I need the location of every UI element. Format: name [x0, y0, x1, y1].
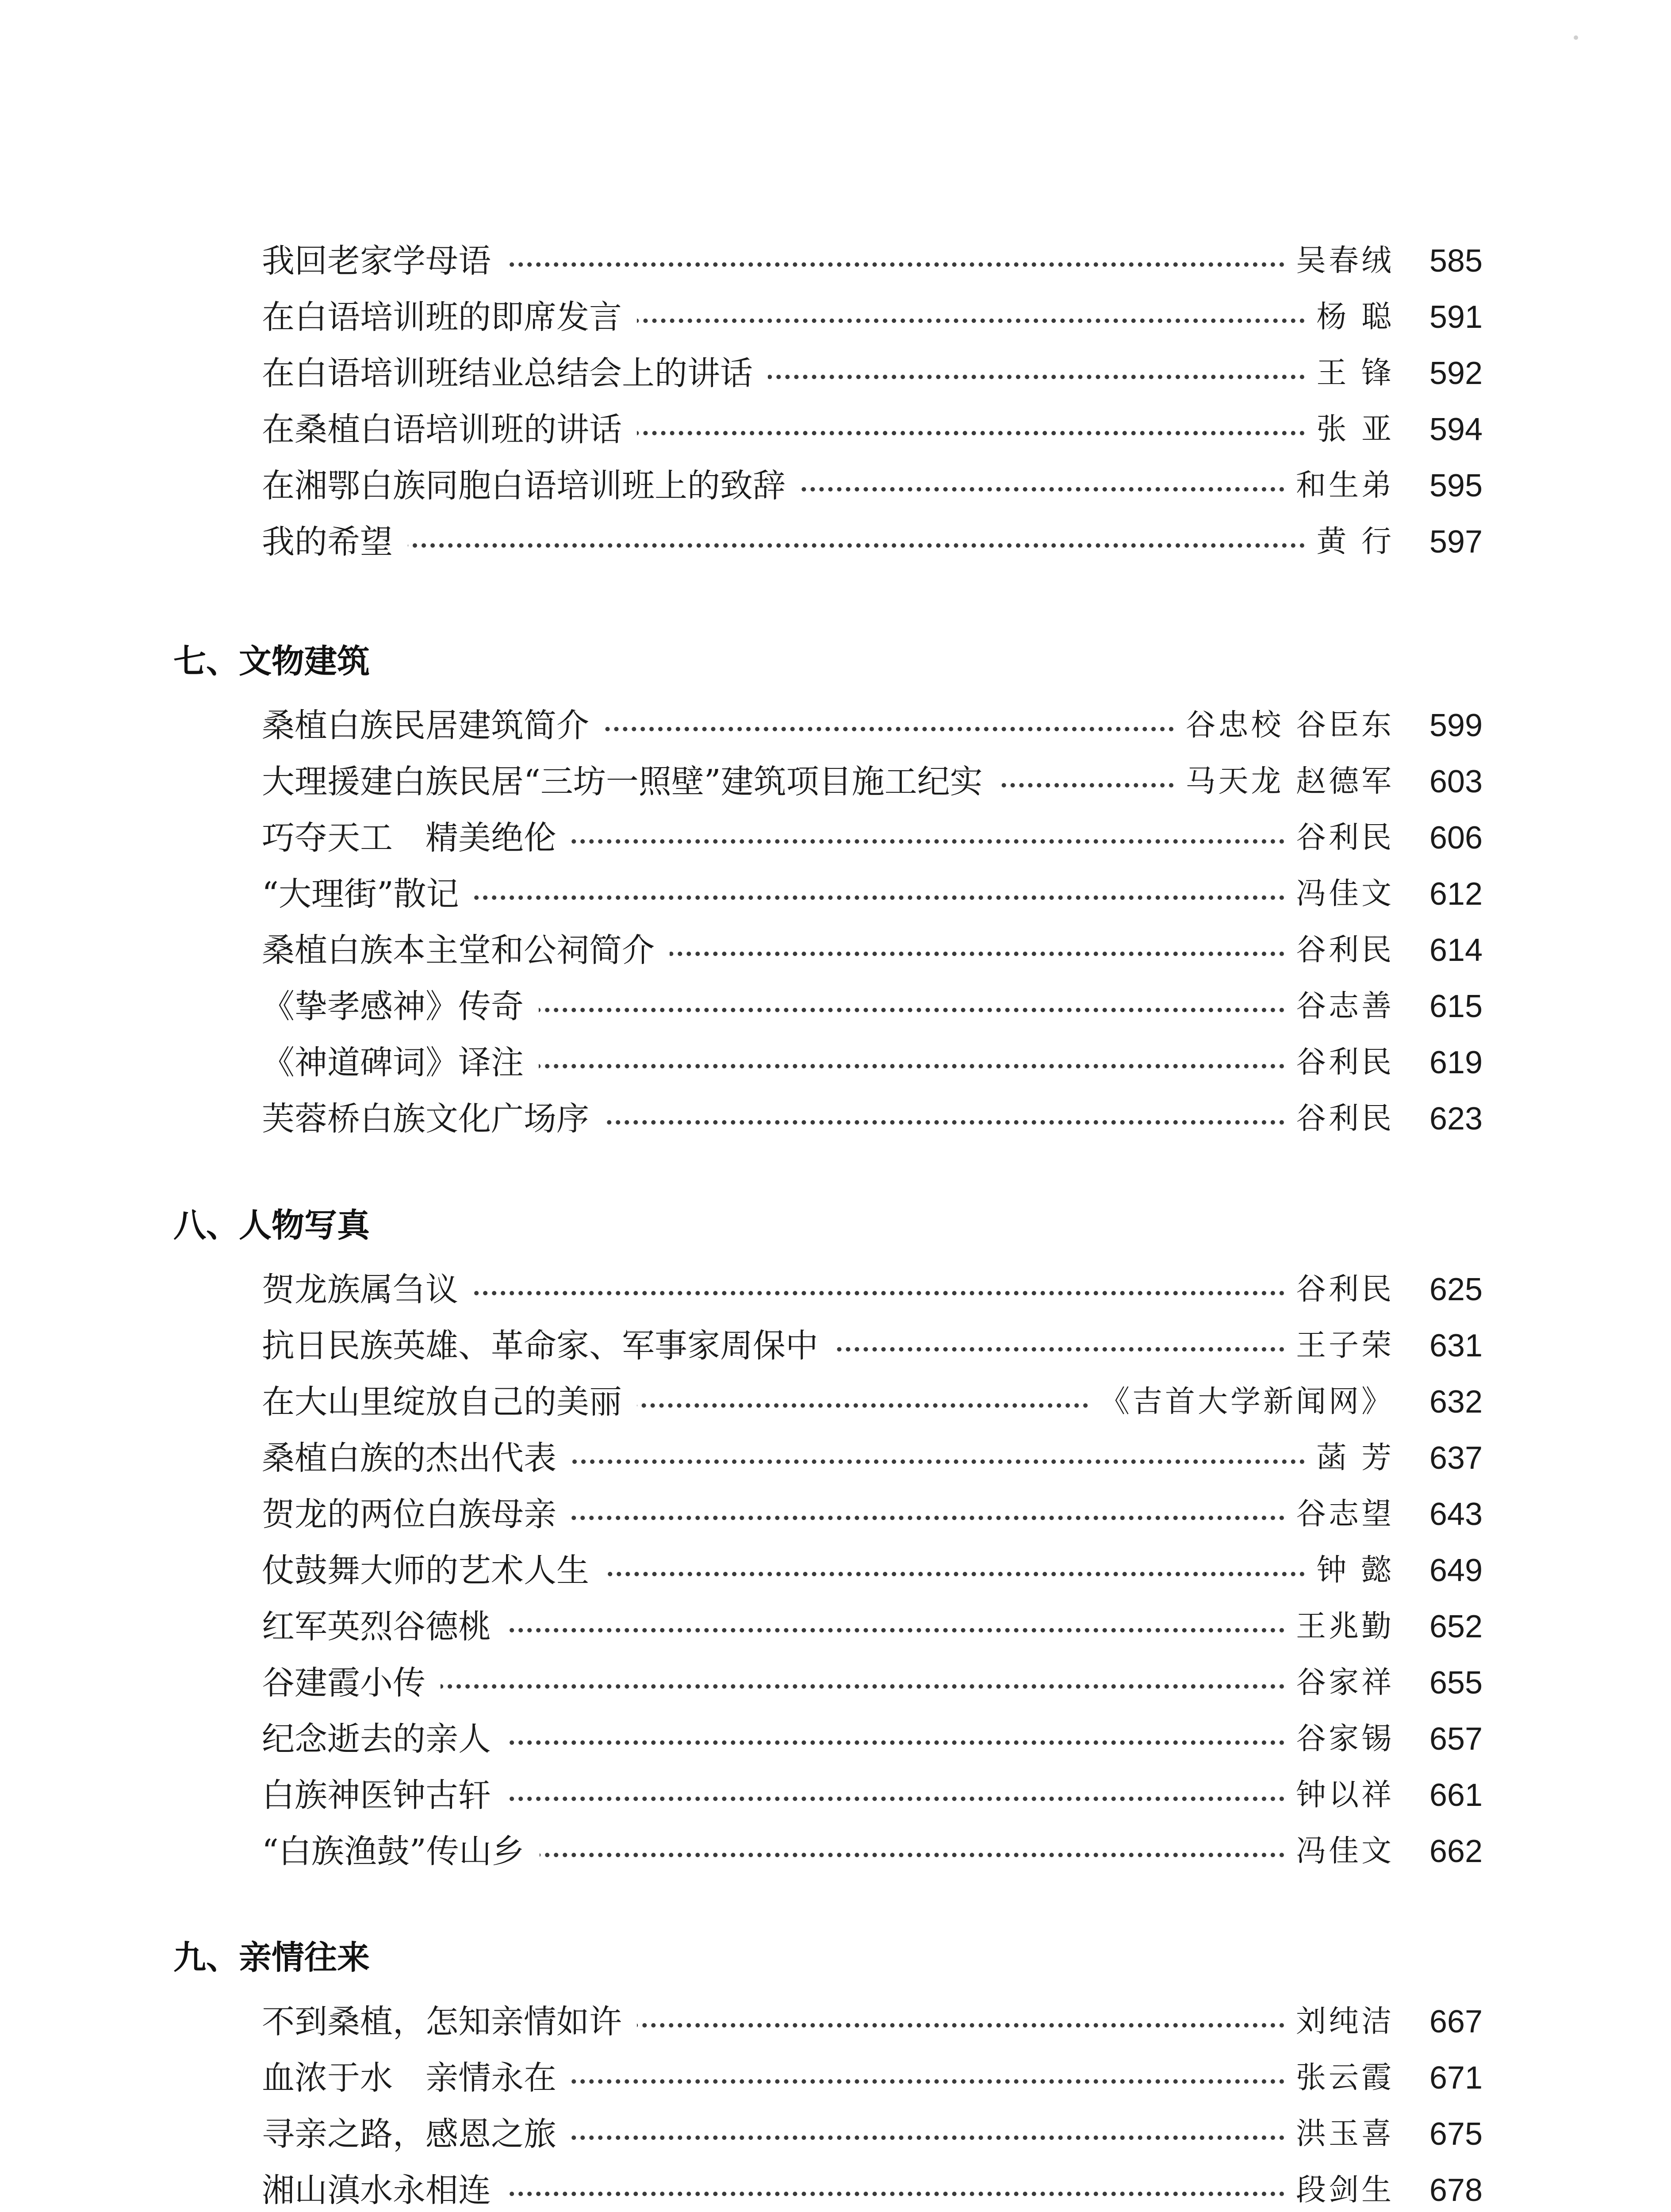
entry-author-text: 谷利民 [1287, 820, 1394, 855]
entry-author-text: 菡 芳 [1307, 1440, 1394, 1475]
entry-title: 不到桑植，怎知亲情如许 [262, 1997, 637, 2046]
entry-author-text: 谷利民 [1287, 1272, 1394, 1307]
entry-author [1287, 1490, 1394, 1539]
entry-title: 寻亲之路，感恩之旅 [262, 2110, 571, 2158]
entry-title: 桑植白族的杰出代表 [262, 1434, 571, 1482]
entry-page-number: 643 [1429, 1497, 1483, 1532]
entry-author [1287, 1997, 1394, 2046]
page-corner-mark [1574, 35, 1578, 40]
entry-author-text: 谷志望 [1287, 1497, 1394, 1532]
entry-page-number: 592 [1429, 356, 1483, 391]
entry-page-number: 623 [1429, 1101, 1483, 1137]
entry-author-text: 马天龙 赵德军 [1177, 764, 1394, 799]
entry-title: 在白语培训班的即席发言 [262, 293, 637, 342]
entry-author-text: 谷忠校 谷臣东 [1177, 708, 1394, 743]
entry-title: 桑植白族民居建筑简介 [262, 701, 604, 750]
entry-page-number: 662 [1429, 1834, 1483, 1869]
entry-author [1307, 349, 1394, 398]
toc-entry[interactable] [262, 461, 1483, 510]
toc-entry[interactable] [262, 1715, 1483, 1763]
entry-title: 芙蓉桥白族文化广场序 [262, 1094, 604, 1143]
entry-author [1287, 1827, 1394, 1876]
entry-title: 在桑植白语培训班的讲话 [262, 405, 637, 454]
toc-entry[interactable] [262, 1546, 1483, 1595]
entry-author [1287, 1659, 1394, 1707]
entry-page-number: 606 [1429, 820, 1483, 856]
entry-author-text: 冯佳文 [1287, 1834, 1394, 1869]
entry-author-text: 王 锋 [1307, 356, 1394, 391]
entry-author-text: 谷利民 [1287, 1101, 1394, 1136]
entry-page-number: 652 [1429, 1609, 1483, 1644]
entry-title: 巧夺天工 精美绝伦 [262, 814, 571, 862]
entry-author [1287, 814, 1394, 862]
section-heading: 八、人物写真 [173, 1206, 370, 1244]
entry-title: 在大山里绽放自己的美丽 [262, 1378, 637, 1426]
entry-author [1177, 701, 1394, 750]
entry-page-number: 625 [1429, 1272, 1483, 1307]
entry-author [1287, 237, 1394, 285]
entry-page-number: 632 [1429, 1384, 1483, 1420]
entry-page-number: 612 [1429, 876, 1483, 912]
entry-title: “大理街”散记 [262, 870, 474, 918]
entry-author-text: 刘纯洁 [1287, 2004, 1394, 2039]
entry-page-number: 594 [1429, 412, 1483, 447]
entry-page-number: 671 [1429, 2060, 1483, 2096]
entry-author [1307, 518, 1394, 566]
toc-entry[interactable] [262, 814, 1483, 862]
entry-title: 湘山滇水永相连 [262, 2166, 506, 2212]
entry-title: 大理援建白族民居“三坊一照壁”建筑项目施工纪实 [262, 757, 998, 806]
entry-author-text: 谷志善 [1287, 989, 1394, 1024]
entry-author-text: 张云霞 [1287, 2060, 1394, 2095]
entry-page-number: 661 [1429, 1778, 1483, 1813]
entry-author [1287, 982, 1394, 1031]
toc-entry[interactable] [262, 1602, 1483, 1651]
toc-entry[interactable] [262, 1038, 1483, 1087]
entry-page-number: 675 [1429, 2116, 1483, 2152]
entry-page-number: 591 [1429, 300, 1483, 335]
dot-leader [262, 543, 1305, 548]
entry-title: 《挚孝感神》传奇 [262, 982, 539, 1031]
toc-entry[interactable] [262, 237, 1483, 285]
toc-entry[interactable] [262, 293, 1483, 342]
entry-author [1287, 2054, 1394, 2102]
entry-title: 纪念逝去的亲人 [262, 1715, 506, 1763]
entry-author [1287, 1771, 1394, 1820]
entry-page-number: 597 [1429, 524, 1483, 560]
entry-author [1287, 926, 1394, 975]
entry-author [1287, 1715, 1394, 1763]
entry-title: 抗日民族英雄、革命家、军事家周保中 [262, 1321, 833, 1370]
entry-title: 《神道碑词》译注 [262, 1038, 539, 1087]
entry-title: 血浓于水 亲情永在 [262, 2054, 571, 2102]
entry-author [1307, 1434, 1394, 1482]
entry-author-text: 冯佳文 [1287, 876, 1394, 911]
entry-title: 贺龙族属刍议 [262, 1265, 473, 1314]
toc-entry[interactable] [262, 982, 1483, 1031]
entry-author-text: 谷家祥 [1287, 1665, 1394, 1700]
entry-title: 在湘鄂白族同胞白语培训班上的致辞 [262, 461, 801, 510]
entry-page-number: 667 [1429, 2004, 1483, 2039]
entry-author-text: 杨 聪 [1307, 300, 1394, 334]
toc-entry[interactable] [262, 926, 1483, 975]
entry-author [1287, 1321, 1394, 1370]
entry-title: 我回老家学母语 [262, 237, 506, 285]
entry-author-text: 谷家锡 [1287, 1721, 1394, 1756]
entry-page-number: 595 [1429, 468, 1483, 503]
entry-author [1287, 461, 1394, 510]
entry-page-number: 678 [1429, 2173, 1483, 2208]
entry-title: 桑植白族本主堂和公祠简介 [262, 926, 670, 975]
entry-title: 白族神医钟古轩 [262, 1771, 506, 1820]
entry-author-text: 钟以祥 [1287, 1778, 1394, 1813]
entry-author [1287, 1038, 1394, 1087]
entry-page-number: 615 [1429, 989, 1483, 1024]
entry-author [1307, 1546, 1394, 1595]
entry-page-number: 657 [1429, 1721, 1483, 1757]
entry-page-number: 614 [1429, 933, 1483, 968]
entry-page-number: 649 [1429, 1553, 1483, 1588]
entry-page-number: 599 [1429, 708, 1483, 743]
entry-author [1091, 1378, 1394, 1426]
entry-author-text: 谷利民 [1287, 933, 1394, 968]
entry-author-text: 王子荣 [1287, 1328, 1394, 1363]
entry-title: 谷建霞小传 [262, 1659, 441, 1707]
entry-author [1287, 1265, 1394, 1314]
toc-entry[interactable] [262, 1094, 1483, 1143]
toc-entry[interactable] [262, 1771, 1483, 1820]
entry-author [1287, 870, 1394, 918]
entry-author [1307, 293, 1394, 342]
toc-entry[interactable] [262, 1378, 1483, 1426]
entry-author-text: 王兆勤 [1287, 1609, 1394, 1644]
entry-author [1287, 2166, 1394, 2212]
entry-author-text: 吴春绒 [1287, 243, 1394, 278]
toc-entry[interactable] [262, 1490, 1483, 1539]
entry-title: 仗鼓舞大师的艺术人生 [262, 1546, 604, 1595]
toc-entry[interactable] [262, 1265, 1483, 1314]
entry-author-text: 谷利民 [1287, 1045, 1394, 1080]
entry-page-number: 585 [1429, 243, 1483, 279]
toc-entry[interactable] [262, 2054, 1483, 2102]
entry-author [1287, 2110, 1394, 2158]
entry-author [1287, 1094, 1394, 1143]
entry-page-number: 637 [1429, 1440, 1483, 1476]
toc-entry[interactable] [262, 349, 1483, 398]
toc-entry[interactable] [262, 518, 1483, 566]
toc-entry[interactable] [262, 870, 1483, 918]
section-heading: 七、文物建筑 [173, 642, 370, 680]
entry-author [1307, 405, 1394, 454]
entry-title: “白族渔鼓”传山乡 [262, 1827, 540, 1876]
entry-author-text: 段剑生 [1287, 2173, 1394, 2208]
toc-entry[interactable] [262, 405, 1483, 454]
entry-title: 我的希望 [262, 518, 408, 566]
toc-entry[interactable] [262, 2110, 1483, 2158]
entry-author [1177, 757, 1394, 806]
entry-title: 贺龙的两位白族母亲 [262, 1490, 571, 1539]
toc-entry[interactable] [262, 1827, 1483, 1876]
entry-author-text: 张 亚 [1307, 412, 1394, 447]
entry-page-number: 655 [1429, 1665, 1483, 1701]
entry-author-text: 钟 懿 [1307, 1553, 1394, 1588]
toc-entry[interactable] [262, 757, 1483, 806]
entry-author [1287, 1602, 1394, 1651]
toc-entry[interactable] [262, 1997, 1483, 2046]
entry-author-text: 《吉首大学新闻网》 [1091, 1384, 1394, 1419]
toc-entry[interactable] [262, 1321, 1483, 1370]
entry-author-text: 洪玉喜 [1287, 2116, 1394, 2151]
entry-page-number: 619 [1429, 1045, 1483, 1080]
toc-entry[interactable] [262, 1434, 1483, 1482]
entry-author-text: 黄 行 [1307, 524, 1394, 559]
entry-title: 在白语培训班结业总结会上的讲话 [262, 349, 768, 398]
entry-page-number: 631 [1429, 1328, 1483, 1363]
entry-author-text: 和生弟 [1287, 468, 1394, 503]
entry-page-number: 603 [1429, 764, 1483, 799]
toc-entry[interactable] [262, 701, 1483, 750]
entry-title: 红军英烈谷德桃 [262, 1602, 506, 1651]
section-heading: 九、亲情往来 [173, 1939, 370, 1977]
toc-entry[interactable] [262, 2166, 1483, 2212]
toc-entry[interactable] [262, 1659, 1483, 1707]
